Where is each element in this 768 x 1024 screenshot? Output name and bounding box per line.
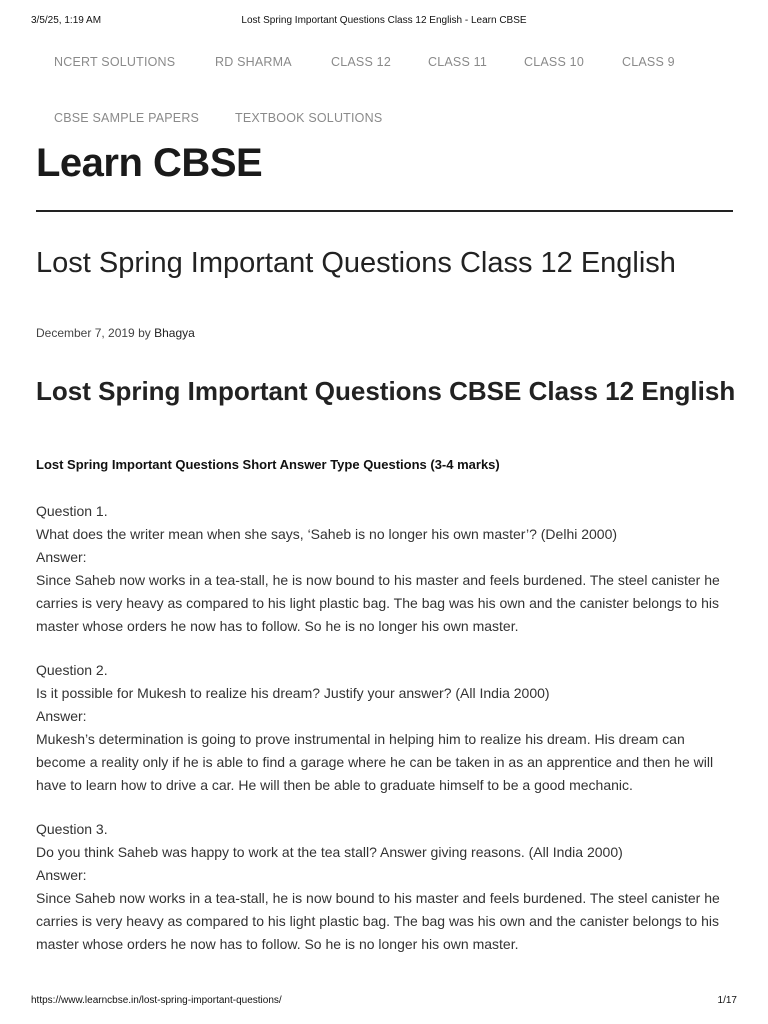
nav-item-class-12[interactable]: CLASS 12 xyxy=(331,55,391,69)
nav-item-class-9[interactable]: CLASS 9 xyxy=(622,55,675,69)
nav-item-rd-sharma[interactable]: RD SHARMA xyxy=(215,55,292,69)
answer-label: Answer: xyxy=(36,867,87,883)
print-page-title: Lost Spring Important Questions Class 12 English - Learn CBSE xyxy=(241,15,527,26)
answer-label: Answer: xyxy=(36,708,87,724)
site-title[interactable]: Learn CBSE xyxy=(36,141,263,185)
question-label: Question 2. xyxy=(36,662,108,678)
question-block xyxy=(36,818,736,956)
answer-text: Since Saheb now works in a tea-stall, he is now bound to his master and feels burdened. The steel canister he carries is very heavy as compared to his light plastic bag. The bag was his own and the canister belongs to his master whose orders he now has to follow. So he is no longer his own master. xyxy=(36,890,720,952)
nav-item-ncert-solutions[interactable]: NCERT SOLUTIONS xyxy=(54,55,176,69)
post-meta xyxy=(36,326,195,340)
nav-item-textbook-solutions[interactable]: TEXTBOOK SOLUTIONS xyxy=(235,111,383,125)
print-footer xyxy=(0,995,768,1009)
article-content xyxy=(36,500,736,977)
post-title: Lost Spring Important Questions Class 12 English xyxy=(36,247,676,279)
question-label: Question 3. xyxy=(36,821,108,837)
print-datetime: 3/5/25, 1:19 AM xyxy=(31,15,102,26)
question-text: Is it possible for Mukesh to realize his dream? Justify your answer? (All India 2000) xyxy=(36,685,550,701)
post-by: by xyxy=(138,326,151,340)
print-url: https://www.learncbse.in/lost-spring-important-questions/ xyxy=(31,995,282,1006)
post-date[interactable]: December 7, 2019 xyxy=(36,326,135,340)
question-block xyxy=(36,500,736,638)
question-label: Question 1. xyxy=(36,503,108,519)
answer-label: Answer: xyxy=(36,549,87,565)
print-header xyxy=(0,15,768,29)
header-divider xyxy=(36,210,733,212)
answer-text: Mukesh’s determination is going to prove instrumental in helping him to realize his dream. His dream can become a reality only if he is able to find a garage where he can be taken in as an apprentice and then he will have to learn how to drive a car. He will then be able to graduate himself to be a good mechanic. xyxy=(36,731,714,793)
print-page-number: 1/17 xyxy=(717,995,737,1006)
article-subheading: Lost Spring Important Questions Short Answer Type Questions (3-4 marks) xyxy=(36,457,500,472)
post-author[interactable]: Bhagya xyxy=(154,326,195,340)
nav-item-class-11[interactable]: CLASS 11 xyxy=(428,55,488,69)
question-text: Do you think Saheb was happy to work at the tea stall? Answer giving reasons. (All India 2000) xyxy=(36,844,623,860)
nav-item-cbse-sample-papers[interactable]: CBSE SAMPLE PAPERS xyxy=(54,111,200,125)
question-block xyxy=(36,659,736,797)
article-heading: Lost Spring Important Questions CBSE Class 12 English xyxy=(36,376,736,406)
question-text: What does the writer mean when she says, ‘Saheb is no longer his own master’? (Delhi 2000) xyxy=(36,526,618,542)
nav-item-class-10[interactable]: CLASS 10 xyxy=(524,55,584,69)
answer-text: Since Saheb now works in a tea-stall, he is now bound to his master and feels burdened. The steel canister he carries is very heavy as compared to his light plastic bag. The bag was his own and the canister belongs to his master whose orders he now has to follow. So he is no longer his own master. xyxy=(36,572,720,634)
